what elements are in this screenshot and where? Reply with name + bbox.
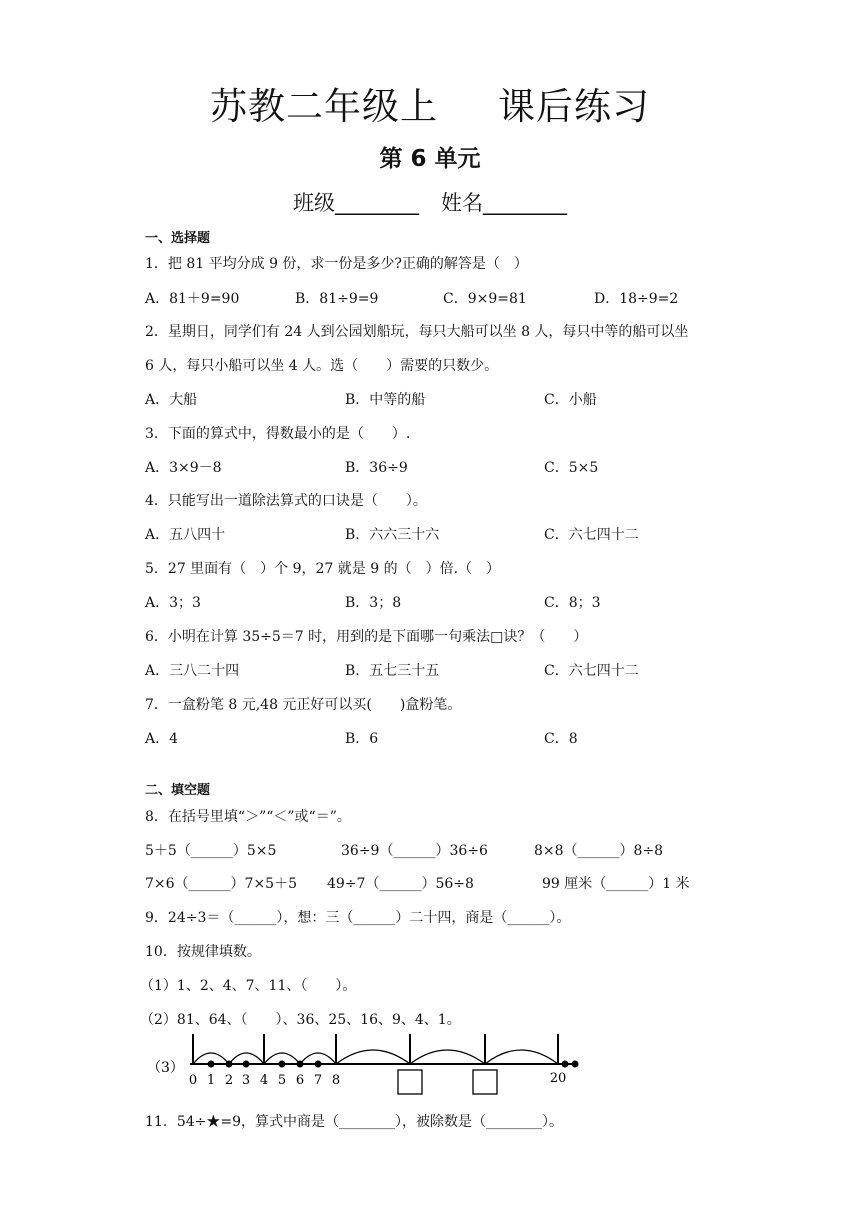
jump-arc [485,1050,558,1064]
q4-option-a: A．五八四十 [145,527,226,543]
section-heading-fill: 二、填空题 [145,783,211,798]
tick-label: 4 [259,1073,269,1088]
q10-part1: （1）1、2、4、7、11、（ ）。 [140,978,357,994]
number-dot [279,1061,286,1068]
q7-option-c: C．8 [544,731,578,747]
q1-option-a: A．81＋9=90 [145,291,240,307]
q7-option-b: B．6 [345,731,379,747]
tick-label: 5 [277,1073,287,1088]
q1-option-b: B．81÷9=9 [295,291,379,307]
number-line-figure [145,1030,605,1100]
q3-stem: 3．下面的算式中，得数最小的是（ ）. [145,426,411,442]
q10-stem: 10．按规律填数。 [145,944,261,960]
q8-item: 5＋5（______）5×5 [145,843,277,859]
q8-item: 8×8（______）8÷8 [534,843,664,859]
tick-label: 7 [313,1073,323,1088]
jump-arc [336,1050,410,1064]
name-label: 姓名________ [441,191,567,215]
section-heading-choice: 一、选择题 [145,231,211,246]
q2-stem-line1: 2．星期日，同学们有 24 人到公园划船玩，每只大船可以坐 8 人，每只中等的船可以坐 [145,324,689,340]
q3-option-c: C．5×5 [544,460,599,476]
q4-option-b: B．六六三十六 [345,527,440,543]
q8-item: 7×6（______）7×5＋5 [145,876,297,892]
number-dot [208,1061,215,1068]
class-label: 班级________ [293,191,419,215]
number-dot [572,1061,579,1068]
q2-option-c: C．小船 [544,392,597,408]
q6-stem: 6．小明在计算 35÷5＝7 时，用到的是下面哪一句乘法□诀？（ ） [145,629,588,645]
title-left: 苏教二年级上 [210,85,438,128]
tick-label: 2 [224,1073,234,1088]
q11-stem: 11．54÷★=9，算式中商是（________），被除数是（________）。 [145,1114,563,1130]
title-right: 课后练习 [498,85,650,128]
q6-option-b: B．五七三十五 [345,663,440,679]
q5-option-c: C．8；3 [544,595,601,611]
tick-label: 1 [206,1073,216,1088]
q2-option-a: A．大船 [145,392,198,408]
q5-option-b: B．3；8 [345,595,402,611]
q1-stem: 1．把 81 平均分成 9 份，求一份是多少?正确的解答是（ ） [145,256,528,272]
number-dot [315,1061,322,1068]
q7-stem: 7．一盒粉笔 8 元,48 元正好可以买( )盒粉笔。 [145,697,462,713]
tick-label: 6 [295,1073,305,1088]
answer-box[interactable] [398,1070,422,1094]
q8-item: 36÷9（______）36÷6 [341,843,488,859]
class-name-line [0,187,860,217]
q5-stem: 5．27 里面有（ ）个 9，27 就是 9 的（ ）倍.（ ） [145,561,501,577]
page-title [0,76,860,130]
q10-part2: （2）81、64、（ ）、36、25、16、9、4、1。 [140,1012,461,1028]
tick-label: 3 [241,1073,251,1088]
number-dot [562,1061,569,1068]
q3-option-a: A．3×9－8 [145,460,222,476]
q6-option-a: A．三八二十四 [145,663,240,679]
q4-option-c: C．六七四十二 [544,527,639,543]
number-dot [297,1061,304,1068]
tick-label-end: 20 [549,1071,567,1086]
q3-option-b: B．36÷9 [345,460,408,476]
answer-box[interactable] [473,1070,497,1094]
q2-option-b: B．中等的船 [345,392,426,408]
number-dot [226,1061,233,1068]
q1-option-c: C．9×9=81 [443,291,527,307]
number-dot [243,1061,250,1068]
number-line-svg [145,1030,605,1096]
q4-stem: 4．只能写出一道除法算式的口诀是（ ）。 [145,493,427,509]
tick-label: 8 [331,1073,341,1088]
q9-stem: 9．24÷3＝（______），想：三（______）二十四，商是（______）。 [145,910,571,926]
tick-label: 0 [188,1073,198,1088]
q5-option-a: A．3；3 [145,595,201,611]
jump-arc [410,1050,485,1064]
q8-item: 99 厘米（______）1 米 [542,876,690,892]
unit-heading: 第 6 单元 [379,146,481,172]
q10-part3-label: （3） [147,1060,184,1076]
q2-stem-line2: 6 人，每只小船可以坐 4 人。选（ ）需要的只数少。 [145,358,499,374]
q7-option-a: A．4 [145,731,179,747]
q8-stem: 8．在括号里填“＞”“＜”或“＝”。 [145,809,351,825]
q6-option-c: C．六七四十二 [544,663,639,679]
q1-option-d: D．18÷9=2 [594,291,679,307]
q8-item: 49÷7（______）56÷8 [327,876,474,892]
